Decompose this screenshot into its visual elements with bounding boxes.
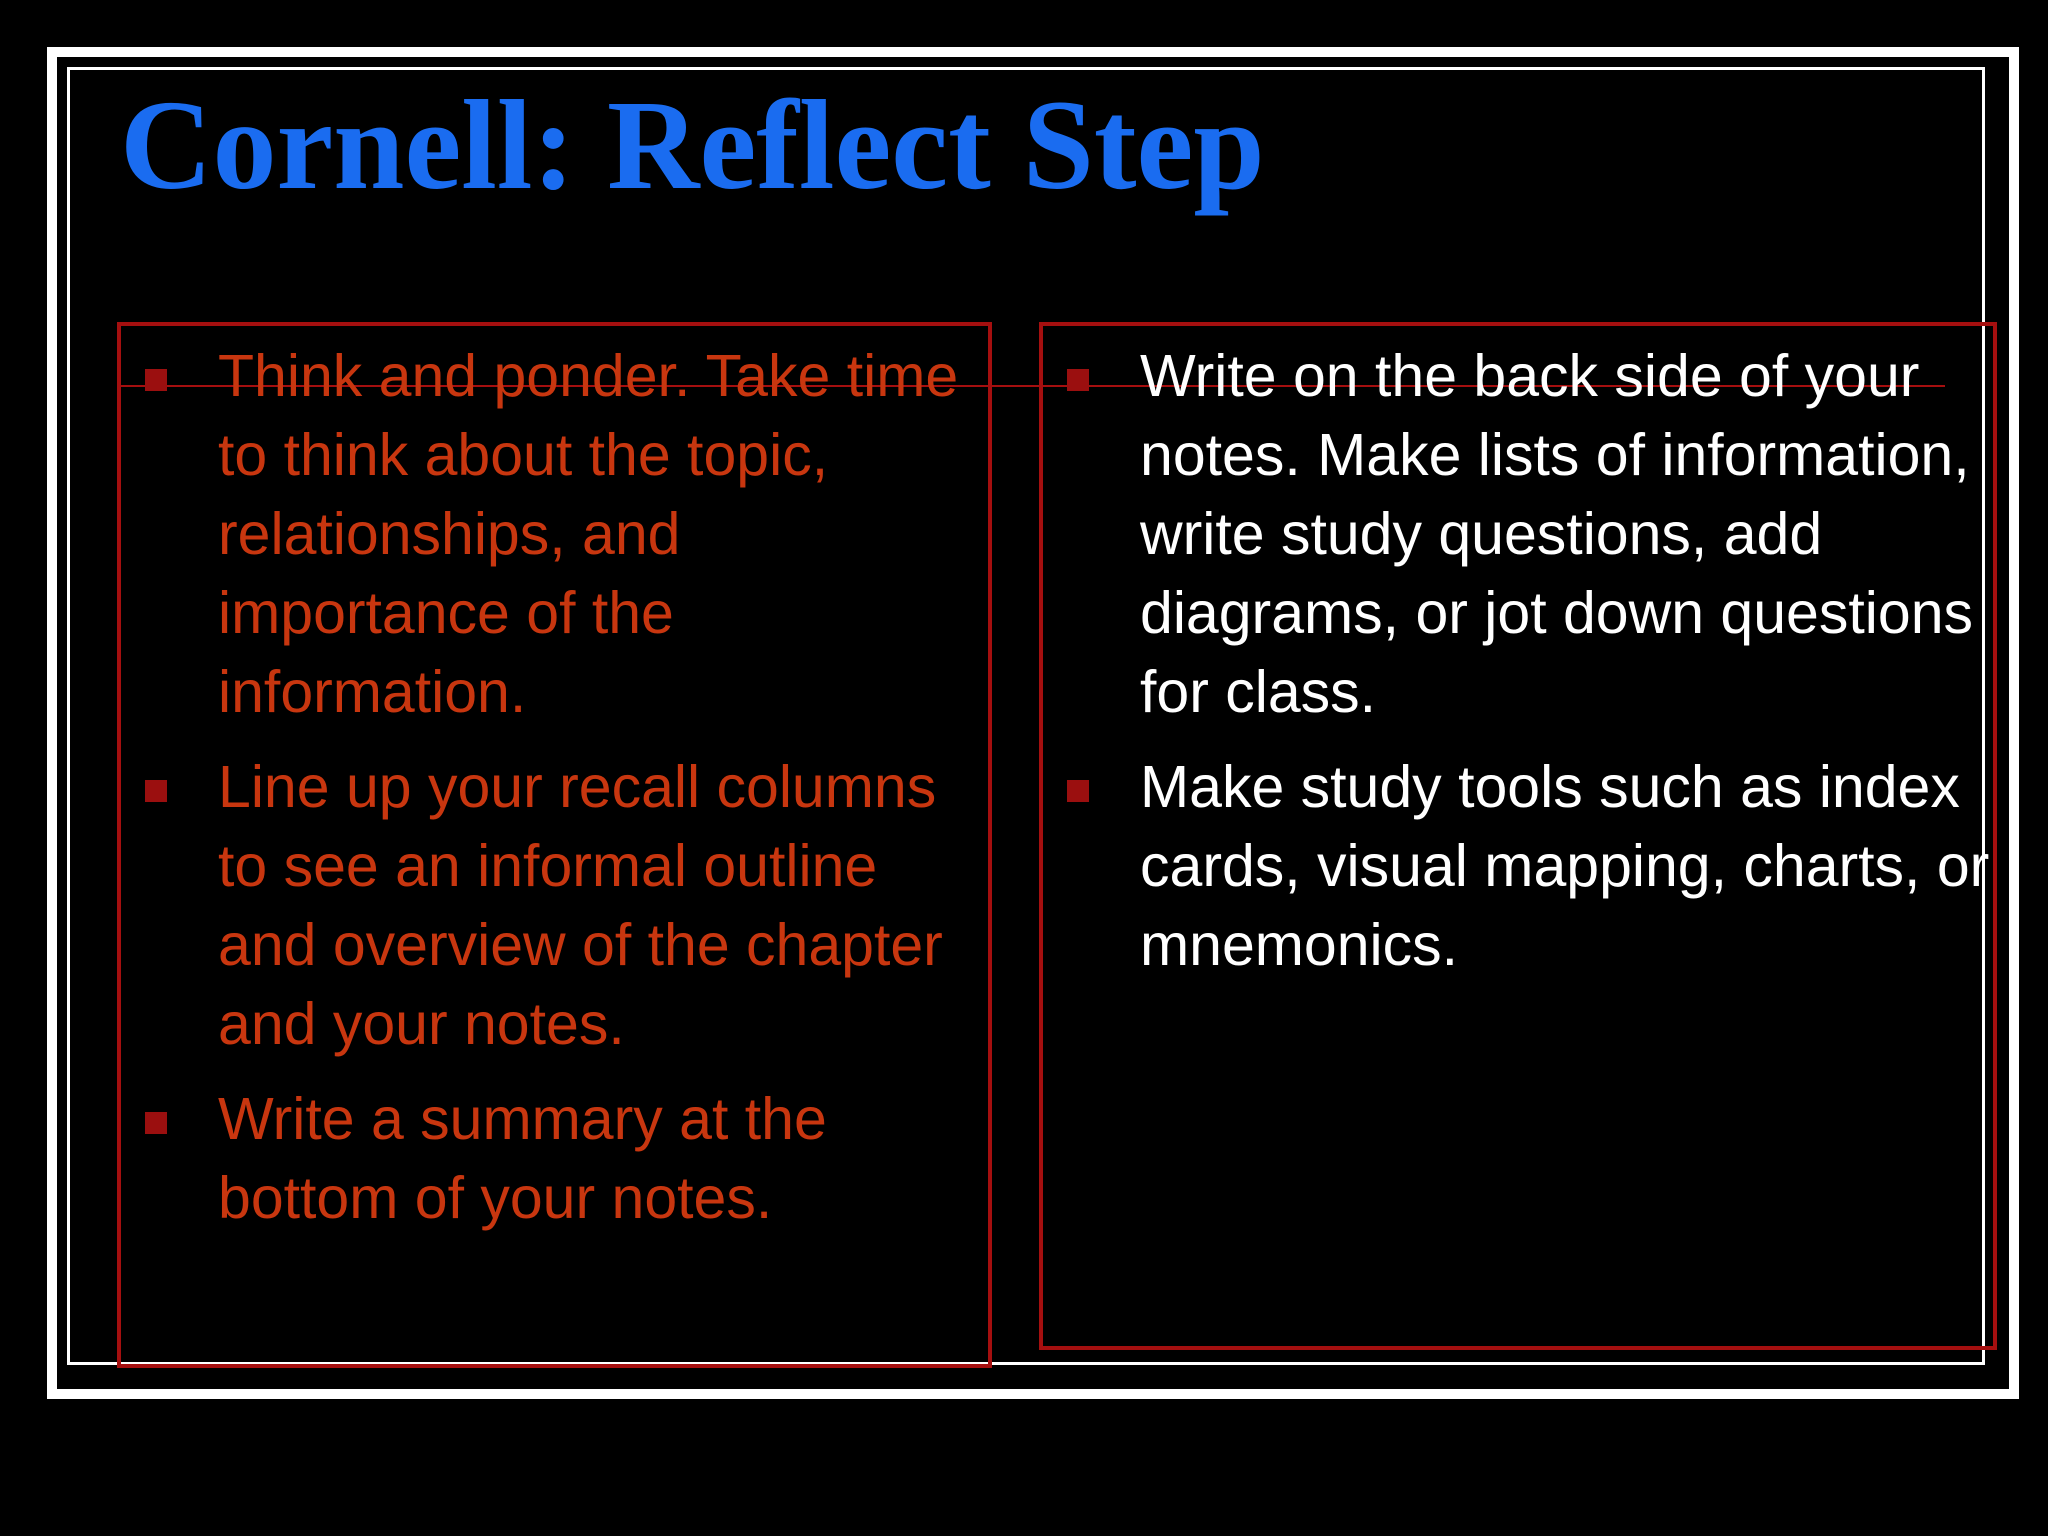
list-item xyxy=(1062,337,1997,732)
square-bullet-icon xyxy=(1067,369,1089,391)
list-item xyxy=(140,748,970,1064)
right-bullet-list xyxy=(1062,337,1997,1001)
bullet-text: Write a summary at the bottom of your notes. xyxy=(218,1086,827,1231)
slide-title: Cornell: Reflect Step xyxy=(120,74,1265,216)
list-item xyxy=(1062,748,1997,985)
list-item xyxy=(140,337,970,732)
square-bullet-icon xyxy=(1067,780,1089,802)
list-item xyxy=(140,1080,970,1238)
left-bullet-list xyxy=(140,337,970,1254)
bullet-text: Write on the back side of your notes. Make lists of information, write study questions, add diagrams, or jot down questions for class. xyxy=(1140,343,1974,725)
bullet-text: Think and ponder. Take time to think about the topic, relationships, and importance of the information. xyxy=(218,343,959,725)
bullet-text: Line up your recall columns to see an informal outline and overview of the chapter and your notes. xyxy=(218,754,943,1057)
square-bullet-icon xyxy=(145,369,167,391)
square-bullet-icon xyxy=(145,780,167,802)
square-bullet-icon xyxy=(145,1112,167,1134)
bullet-text: Make study tools such as index cards, visual mapping, charts, or mnemonics. xyxy=(1140,754,1990,978)
